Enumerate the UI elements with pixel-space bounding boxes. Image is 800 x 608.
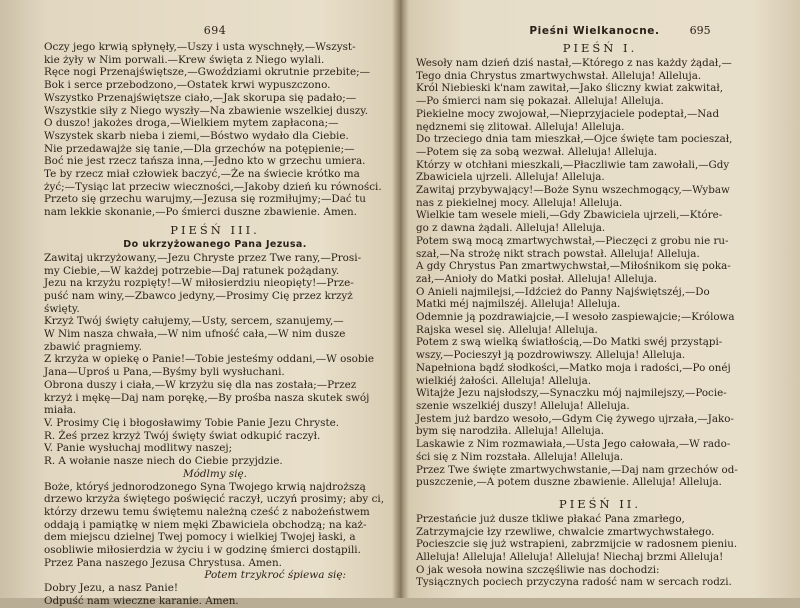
- text-line: Przez Pana naszego Jezusa Chrystusa. Amen.: [44, 556, 282, 569]
- text-line: kie żyły w Nim porwali.—Krew święta z Niego wylali.: [44, 53, 325, 66]
- text-line: nędznemi się zlitował. Alleluja! Alleluja.: [416, 120, 625, 133]
- text-line: bym się narodziła. Alleluja! Alleluja.: [416, 425, 605, 438]
- text-line: Do trzeciego dnia tam mieszkał,—Ojce święte tam pocieszał,: [416, 133, 733, 146]
- text-line: miała.: [44, 404, 77, 417]
- page-header: [416, 24, 784, 37]
- text-line: my Ciebie,—W każdej potrzebie—Daj ratunek pożądany.: [44, 264, 340, 277]
- text-line: —Po śmierci nam się pokazał. Alleluja! Alleluja.: [416, 95, 664, 108]
- hymn-text: [44, 252, 386, 417]
- text-line: Ręce nogi Przenajświętsze,—Gwoździami okrutnie przebite;—: [44, 66, 371, 79]
- text-line: Napełniona bądź słodkości,—Matko moja i radości,—Po onéj: [416, 361, 731, 374]
- text-line: Jestem już bardzo wesoło,—Gdym Cię żywego ujrzała,—Jako-: [416, 412, 734, 425]
- page-number: 694: [203, 24, 227, 37]
- text-line: ści się z Nim rozstała. Alleluja! Alleluja.: [416, 450, 624, 463]
- text-line: Z krzyża w opiekę o Panie!—Tobie jesteśmy oddani,—W osobie: [44, 353, 375, 366]
- text-line: zał,—Anioły do Matki posłał. Alleluja! Alleluja.: [416, 272, 658, 285]
- text-line: R. A wołanie nasze niech do Ciebie przyjdzie.: [44, 455, 283, 468]
- text-line: puść nam winy,—Zbawco jedyny,—Prosimy Cię przez krzyż: [44, 289, 353, 302]
- text-line: Rajska wesel się. Alleluja! Alleluja.: [416, 323, 598, 336]
- left-page: [0, 0, 398, 607]
- text-line: krzyż i mękę—Daj nam porękę,—By prośba nasza skutek swój: [44, 391, 370, 404]
- text-line: drzewo krzyża świętego poświęcić raczył, uczyń prosimy; aby ci,: [44, 493, 385, 506]
- text-line: Pocieszcie się już wstrapieni, zabrzmijcie w radosnem pieniu.: [416, 538, 738, 551]
- page-number: 695: [689, 24, 711, 37]
- text-line: Przestańcie już dusze tkliwe płakać Pana zmarłego,: [416, 512, 685, 525]
- text-line: Król Niebieski k'nam zawitał,—Jako śliczny kwiat zakwitał,: [416, 82, 724, 95]
- text-line: Piekielne mocy zwojował,—Nieprzyjaciele podeptał,—Nad: [416, 107, 720, 120]
- text-line: Przeto się grzechu warujmy,—Jezusa się rozmiłujmy;—Dać tu: [44, 193, 366, 206]
- text-line: V. Prosimy Cię i błogosławimy Tobie Panie Jezu Chryste.: [44, 416, 340, 429]
- text-line: A gdy Chrystus Pan zmartwychwstał,—Miłośnikom się poka-: [416, 260, 731, 273]
- text-line: Wesoły nam dzień dziś nastał,—Którego z nas każdy żądał,—: [416, 57, 732, 69]
- closing-direction: Potem trzykroć śpiewa się:: [204, 569, 346, 582]
- text-line: Witajże Jezu najsłodszy,—Synaczku mój najmilejszy,—Pocie-: [416, 387, 727, 400]
- text-line: V. Panie wysłuchaj modlitwy naszej;: [44, 442, 233, 455]
- text-line: święty.: [44, 302, 80, 315]
- prayer-text: [44, 481, 386, 570]
- opening-lines: [44, 41, 386, 219]
- text-line: Odemnie ją pozdrawiajcie,—I wesoło zaspiewajcie;—Królowa: [416, 311, 735, 324]
- text-line: O Anieli najmilejsi,—Idźcież do Panny Najświętszéj,—Do: [416, 285, 710, 298]
- text-line: R. Żeś przez krzyż Twój święty świat odkupić raczył.: [44, 429, 321, 442]
- text-line: W Nim nasza chwała,—W nim ufność cała,—W nim dusze: [44, 328, 346, 341]
- text-line: Dobry Jezu, a nasz Panie!: [44, 582, 179, 595]
- text-line: Oczy jego krwią spłynęły,—Uszy i usta wyschnęły,—Wszyst-: [44, 41, 356, 53]
- text-line: Zawitaj przybywający!—Boże Synu wszechmogący,—Wybaw: [416, 184, 730, 197]
- text-line: oddają i pamiątkę w niem męki Zbawiciela obchodzą; na każ-: [44, 518, 367, 531]
- closing-lines: [44, 582, 386, 607]
- hymn-2-text: [416, 513, 784, 589]
- text-line: wielkiéj żałości. Alleluja! Alleluja.: [416, 374, 592, 387]
- text-line: Tego dnia Chrystus zmartwychwstał. Alleluja! Alleluja.: [416, 69, 702, 82]
- right-page: [402, 0, 800, 598]
- text-line: Jezu na krzyżu rozpięty!—W miłosierdziu nieopięty!—Prze-: [44, 277, 354, 290]
- text-line: puszczenie,—A potem duszne zbawienie. Alleluja! Alleluja.: [416, 476, 722, 489]
- text-line: Wszystkie siły z Niego wyszły—Na zbawienie wszelkiej duszy.: [44, 104, 369, 117]
- text-line: Zbawiciela ujrzeli. Alleluja! Alleluja.: [416, 171, 605, 184]
- text-line: którzy drzewu temu świętemu należną cześć z nabożeństwem: [44, 505, 370, 518]
- text-line: szał,—Na strożę nikt strach powstał. Alleluja! Alleluja.: [416, 247, 700, 260]
- hymn-text: [416, 57, 784, 489]
- text-line: Zatrzymajcie łzy rzewliwe, chwalcie zmartwychwstałego.: [416, 525, 715, 538]
- text-line: Krzyż Twój święty całujemy,—Usty, sercem, szanujemy,—: [44, 315, 344, 328]
- section-title-2: PIEŚŃ II.: [558, 496, 641, 511]
- text-line: Bok i serce przebodzono,—Ostatek krwi wypuszczono.: [44, 79, 331, 92]
- text-line: Którzy w otchłani mieszkali,—Płaczliwie tam zawołali,—Gdy: [416, 158, 730, 171]
- text-line: Matki méj najmilszéj. Alleluja! Alleluja.: [416, 298, 621, 311]
- text-line: Jana—Uproś u Pana,—Byśmy byli wysłuchani.: [44, 366, 285, 379]
- text-line: —Potem się za sobą wezwał. Alleluja! Alleluja.: [416, 145, 658, 158]
- text-line: Wielkie tam wesele mieli,—Gdy Zbawiciela ujrzeli,—Które-: [416, 209, 723, 222]
- text-line: nam lekkie skonanie,—Po śmierci duszne zbawienie. Amen.: [44, 206, 357, 219]
- text-line: Odpuść nam wieczne karanie. Amen.: [44, 594, 239, 607]
- text-line: O jak wesoła nowina szczęśliwie nas dochodzi:: [416, 563, 660, 576]
- text-line: nas z piekielnej mocy. Alleluja! Alleluja.: [416, 196, 623, 209]
- text-line: Zawitaj ukrzyżowany,—Jezu Chryste przez Twe rany,—Prosi-: [44, 251, 362, 264]
- text-line: zbawić pragniemy.: [44, 340, 142, 353]
- text-line: go z dawna żądali. Alleluja! Alleluja.: [416, 222, 606, 235]
- text-line: Wszystko Przenajświętsze ciało,—Jak skorupa się padało;—: [44, 91, 357, 104]
- text-line: dem miejscu dzielnej Twej pomocy i wielkiej Twojej łaski, a: [44, 531, 356, 544]
- text-line: osobliwie miłosierdzia w życiu i w godzinę śmierci dostąpili.: [44, 544, 361, 557]
- text-line: Wszystek skarb nieba i ziemi,—Bóstwo wydało dla Ciebie.: [44, 129, 349, 142]
- section-subtitle: Do ukrzyżowanego Pana Jezusa.: [123, 238, 307, 250]
- text-line: Tysiącznych pociech przyczyna radość nam w sercach rodzi.: [416, 576, 732, 589]
- section-title: PIEŚŃ I.: [562, 41, 638, 55]
- text-line: Nie przedawajże się tanie,—Dla grzechów na potępienie;—: [44, 142, 355, 155]
- text-line: szenie wszelkiéj duszy! Alleluja! Alleluja.: [416, 399, 630, 412]
- text-line: O duszo! jakożes droga,—Wielkiem mytem zapłacona;—: [44, 117, 339, 130]
- text-line: Przez Twe święte zmartwychwstanie,—Daj nam grzechów od-: [416, 463, 738, 476]
- text-line: Potem z swą wielką światłością,—Do Matki swéj przystąpi-: [416, 336, 723, 349]
- section-title: PIEŚŃ III.: [170, 222, 260, 237]
- text-line: Potem swą mocą zmartwychwstał,—Pieczęci z grobu nie ru-: [416, 234, 729, 247]
- running-header: Pieśni Wielkanocne.: [529, 25, 660, 37]
- text-line: żyć;—Tysiąc lat przeciw wieczności,—Jakoby dzień ku równości.: [44, 180, 382, 193]
- text-line: Te by rzecz miał człowiek baczyć,—Że na świecie krótko ma: [44, 168, 360, 181]
- prayer-heading: Módlmy się.: [182, 467, 247, 480]
- text-line: Alleluja! Alleluja! Alleluja! Alleluja! Niechaj brzmi Alleluja!: [416, 551, 724, 564]
- text-line: Obrona duszy i ciała,—W krzyżu się dla nas została;—Przez: [44, 378, 357, 391]
- versicles: [44, 417, 386, 468]
- text-line: Laskawie z Nim rozmawiała,—Usta Jego całowała,—W rado-: [416, 438, 731, 451]
- text-line: Boże, któryś jednorodzonego Syna Twojego krwią najdroższą: [44, 480, 366, 493]
- text-line: wszy,—Pocieszył ją pozdrowiwszy. Alleluja! Alleluja.: [416, 349, 686, 362]
- text-line: Boć nie jest rzecz tańsza inna,—Jedno kto w grzechu umiera.: [44, 155, 366, 168]
